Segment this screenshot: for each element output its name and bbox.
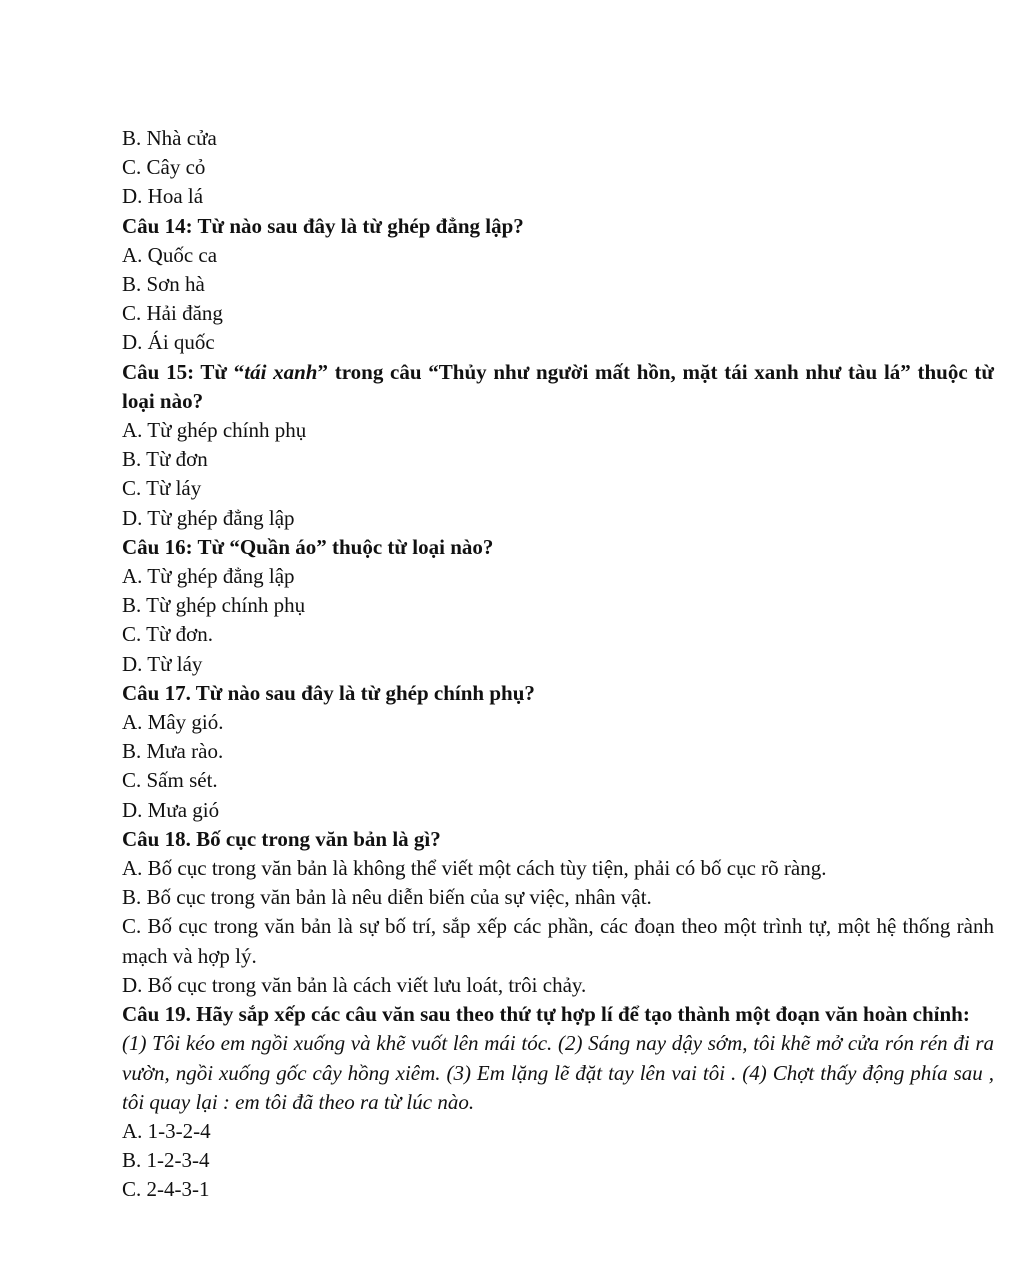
q15-option-b: B. Từ đơn — [122, 447, 208, 472]
q18-option-d: D. Bố cục trong văn bản là cách viết lưu loát, trôi chảy. — [122, 972, 587, 997]
q14-option-d: D. Ái quốc — [122, 330, 215, 355]
q15-option-d: D. Từ ghép đẳng lập — [122, 505, 295, 530]
q19-option-a: A. 1-3-2-4 — [122, 1118, 211, 1143]
q15-title-pre: Câu 15: Từ “ — [122, 359, 245, 384]
q19-option-c: C. 2-4-3-1 — [122, 1177, 210, 1202]
q15-title-italic: tái xanh — [244, 359, 318, 384]
q14-option-a: A. Quốc ca — [122, 242, 218, 267]
q18-option-b: B. Bố cục trong văn bản là nêu diễn biến của sự việc, nhân vật. — [122, 885, 652, 910]
option-line: D. Hoa lá — [122, 184, 204, 209]
q15-option-c: C. Từ láy — [122, 476, 202, 501]
q16-option-d: D. Từ láy — [122, 651, 203, 676]
q17-option-b: B. Mưa rào. — [122, 739, 224, 764]
q17-option-c: C. Sấm sét. — [122, 768, 218, 793]
q19-option-b: B. 1-2-3-4 — [122, 1148, 210, 1173]
option-line: B. Nhà cửa — [122, 126, 217, 150]
q19-passage: (1) Tôi kéo em ngồi xuống và khẽ vuốt lên mái tóc. (2) Sáng nay dậy sớm, tôi khẽ mở cửa rón rén đi ra vườn, ngồi xuống gốc cây hồng xiêm. (3) Em lặng lẽ đặt tay lên vai tôi . (4) Chợt thấy động phía sau , tôi quay lại : em tôi đã theo ra từ lúc nào. — [122, 1031, 994, 1114]
question-19-title: Câu 19. Hãy sắp xếp các câu văn sau theo thứ tự hợp lí để tạo thành một đoạn văn hoàn chỉnh: — [122, 1002, 970, 1027]
q16-option-b: B. Từ ghép chính phụ — [122, 593, 306, 618]
q17-option-a: A. Mây gió. — [122, 710, 224, 735]
q14-option-b: B. Sơn hà — [122, 272, 205, 297]
q17-option-d: D. Mưa gió — [122, 797, 220, 822]
question-14-title: Câu 14: Từ nào sau đây là từ ghép đẳng lập? — [122, 213, 524, 238]
q16-option-a: A. Từ ghép đẳng lập — [122, 564, 295, 589]
question-17-title: Câu 17. Từ nào sau đây là từ ghép chính phụ? — [122, 680, 535, 705]
q16-option-c: C. Từ đơn. — [122, 622, 213, 647]
question-18-title: Câu 18. Bố cục trong văn bản là gì? — [122, 826, 441, 851]
option-line: C. Cây cỏ — [122, 155, 206, 180]
q15-title-post: ” trong câu “Thủy như người mất hồn, mặt tái xanh như tàu lá” thuộc từ loại nào? — [122, 359, 994, 413]
question-16-title: Câu 16: Từ “Quần áo” thuộc từ loại nào? — [122, 534, 494, 559]
q14-option-c: C. Hải đăng — [122, 301, 223, 326]
question-15-title — [122, 358, 994, 416]
q18-option-c: C. Bố cục trong văn bản là sự bố trí, sắp xếp các phần, các đoạn theo một trình tự, một hệ thống rành mạch và hợp lý. — [122, 914, 994, 968]
q18-option-a: A. Bố cục trong văn bản là không thể viết một cách tùy tiện, phải có bố cục rõ ràng. — [122, 856, 827, 881]
q15-option-a: A. Từ ghép chính phụ — [122, 418, 307, 443]
